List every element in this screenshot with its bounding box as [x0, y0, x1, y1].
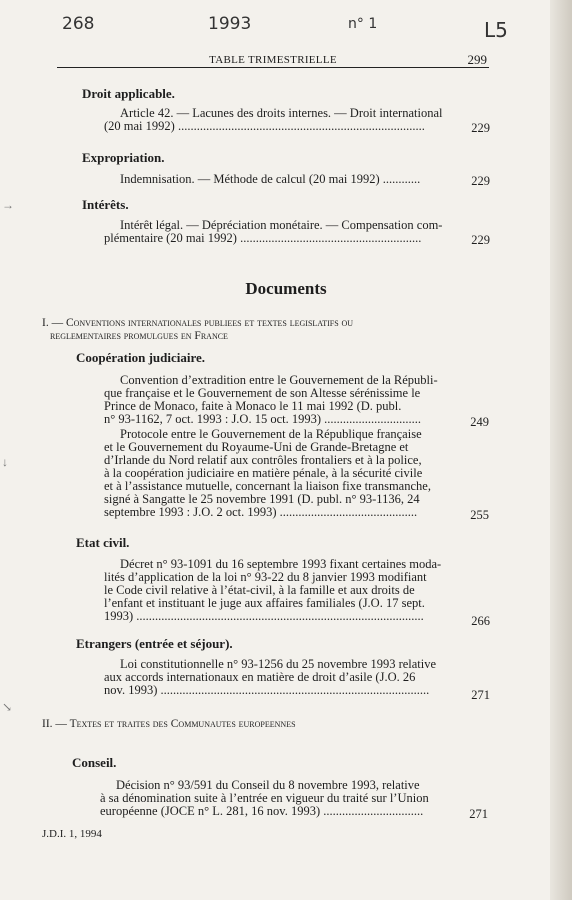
handwritten-note-right: L5	[484, 18, 508, 42]
index-entry: Décret n° 93-1091 du 16 septembre 1993 fixant certaines moda- lités d’application de la loi n° 93-22 du 8 janvier 1993 modifiant le Code civil relative à l’état-civil, à la famille et aux droits de l’enfant et instituant le juge aux affaires familiales (J.O. 17 sept. 1993) ............................................................................................ 266	[104, 557, 490, 628]
section-heading: Coopération judiciaire.	[76, 350, 206, 365]
section-heading: Expropriation.	[82, 150, 165, 165]
section-heading: Etat civil.	[76, 535, 130, 550]
part-two-heading: II. — Textes et traites des Communautes europeennes	[42, 718, 296, 730]
header-title: TABLE TRIMESTRIELLE	[209, 54, 337, 66]
handwritten-note-number: n° 1	[348, 16, 378, 32]
entry-page-ref: 255	[470, 508, 489, 522]
index-entry: Protocole entre le Gouvernement de la République française et le Gouvernement du Royaume-Uni de Grande-Bretagne et d’Irlande du Nord relatif aux contrôles frontaliers et à la police, à la coopération judiciaire en matière pénale, à la sécurité civile et à l’assistance mutuelle, concernant la liaison fixe transmanche, signé à Sangatte le 25 novembre 1991 (D. publ. n° 93-1136, 24 septembre 1993 : J.O. 2 oct. 1993) ............................................ 255	[104, 427, 489, 522]
index-entry: Indemnisation. — Méthode de calcul (20 mai 1992) ............ 229	[120, 172, 490, 188]
section-heading: Etrangers (entrée et séjour).	[76, 636, 233, 651]
margin-mark: ↓	[2, 455, 8, 469]
entry-page-ref: 229	[471, 233, 490, 247]
entry-page-ref: 249	[470, 415, 489, 429]
footer-citation: J.D.I. 1, 1994	[42, 828, 102, 840]
section-etrangers	[76, 636, 490, 702]
index-entry: Convention d’extradition entre le Gouvernement de la Républi- que française et le Gouvernement de son Altesse sérénissime le Prince de Monaco, faite à Monaco le 11 mai 1992 (D. publ. n° 93-1162, 7 oct. 1993 : J.O. 15 oct. 1993) ............................... 249	[104, 373, 489, 429]
section-interets	[82, 197, 490, 245]
index-entry: Article 42. — Lacunes des droits internes. — Droit international (20 mai 1992) ............................................................................... 229	[104, 106, 490, 135]
section-heading: Droit applicable.	[82, 86, 175, 101]
section-conseil	[72, 755, 490, 821]
page-header	[57, 54, 489, 68]
section-expropriation	[82, 150, 490, 186]
handwritten-note-left: 268	[62, 14, 95, 34]
page-edge	[550, 0, 572, 900]
section-etat-civil	[76, 535, 490, 628]
part-one-heading: I. — Conventions internationales publiees et textes legislatifs ou reglementaires promulgues en France	[42, 317, 354, 342]
handwritten-note-year: 1993	[208, 14, 252, 34]
section-heading: Intérêts.	[82, 197, 129, 212]
entry-page-ref: 271	[469, 807, 488, 821]
entry-page-ref: 266	[471, 614, 490, 628]
documents-title: Documents	[245, 279, 327, 298]
margin-mark: ↘	[2, 700, 13, 714]
section-cooperation-judiciaire	[76, 350, 490, 522]
section-heading: Conseil.	[72, 755, 117, 770]
index-entry: Loi constitutionnelle n° 93-1256 du 25 novembre 1993 relative aux accords internationaux en matière de droit d’asile (J.O. 26 nov. 1993) ...................................................................................... 271	[104, 657, 490, 702]
entry-page-ref: 229	[471, 121, 490, 135]
section-droit-applicable	[82, 86, 490, 133]
entry-page-ref: 271	[471, 688, 490, 702]
margin-mark: →	[2, 198, 14, 212]
index-entry: Intérêt légal. — Dépréciation monétaire. — Compensation com- plémentaire (20 mai 1992) .......................................................... 229	[104, 218, 490, 247]
index-entry: Décision n° 93/591 du Conseil du 8 novembre 1993, relative à sa dénomination suite à l’entrée en vigueur du traité sur l’Union européenne (JOCE n° L. 281, 16 nov. 1993) ................................ 271	[100, 778, 488, 821]
entry-page-ref: 229	[471, 174, 490, 188]
page-number: 299	[467, 52, 487, 67]
